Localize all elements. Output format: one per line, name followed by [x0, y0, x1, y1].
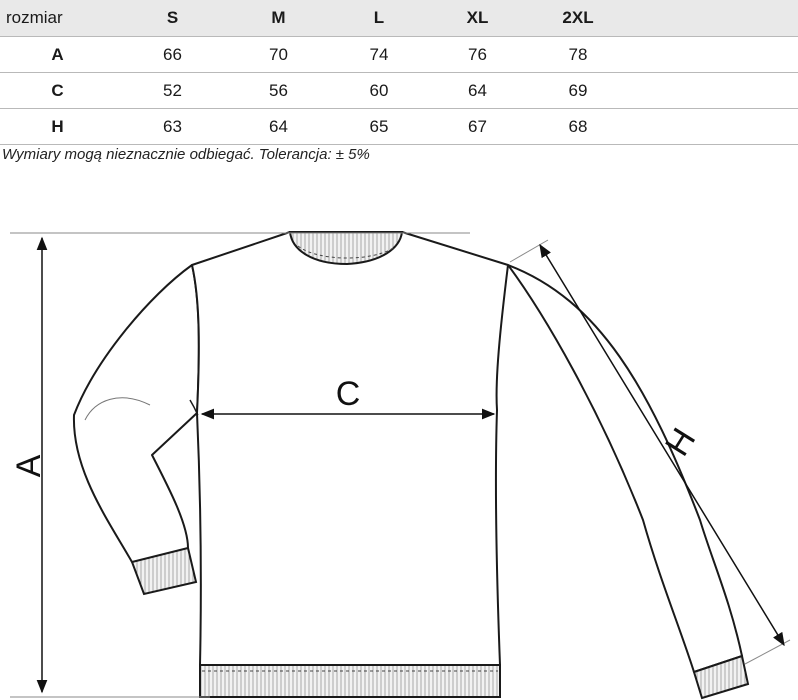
empty-cell [632, 73, 798, 109]
waistband [200, 665, 500, 697]
row-label: A [0, 37, 115, 73]
table-cell: 64 [431, 73, 524, 109]
body [192, 232, 508, 665]
sweatshirt-diagram [0, 200, 798, 700]
size-header: 2XL [524, 0, 632, 37]
size-table [0, 0, 798, 145]
empty-cell [632, 109, 798, 145]
table-cell: 74 [327, 37, 431, 73]
tolerance-note: Wymiary mogą nieznacznie odbiegać. Tolerancja: ± 5% [2, 146, 370, 163]
table-row [0, 109, 798, 145]
size-header-label: rozmiar [0, 0, 115, 37]
table-cell: 60 [327, 73, 431, 109]
table-cell: 68 [524, 109, 632, 145]
table-cell: 52 [115, 73, 230, 109]
right-sleeve [508, 265, 742, 672]
empty-cell [632, 37, 798, 73]
row-label: C [0, 73, 115, 109]
table-row [0, 37, 798, 73]
table-cell: 69 [524, 73, 632, 109]
table-cell: 76 [431, 37, 524, 73]
table-row [0, 73, 798, 109]
label-h: H [658, 421, 704, 463]
table-cell: 65 [327, 109, 431, 145]
table-cell: 64 [230, 109, 327, 145]
size-header: S [115, 0, 230, 37]
size-header: L [327, 0, 431, 37]
empty-header [632, 0, 798, 37]
table-cell: 66 [115, 37, 230, 73]
label-c: C [335, 375, 361, 413]
left-sleeve [74, 265, 199, 575]
table-cell: 56 [230, 73, 327, 109]
table-cell: 70 [230, 37, 327, 73]
table-cell: 63 [115, 109, 230, 145]
table-cell: 78 [524, 37, 632, 73]
size-header: XL [431, 0, 524, 37]
table-cell: 67 [431, 109, 524, 145]
label-a: A [10, 454, 48, 478]
table-header-row [0, 0, 798, 37]
size-header: M [230, 0, 327, 37]
row-label: H [0, 109, 115, 145]
